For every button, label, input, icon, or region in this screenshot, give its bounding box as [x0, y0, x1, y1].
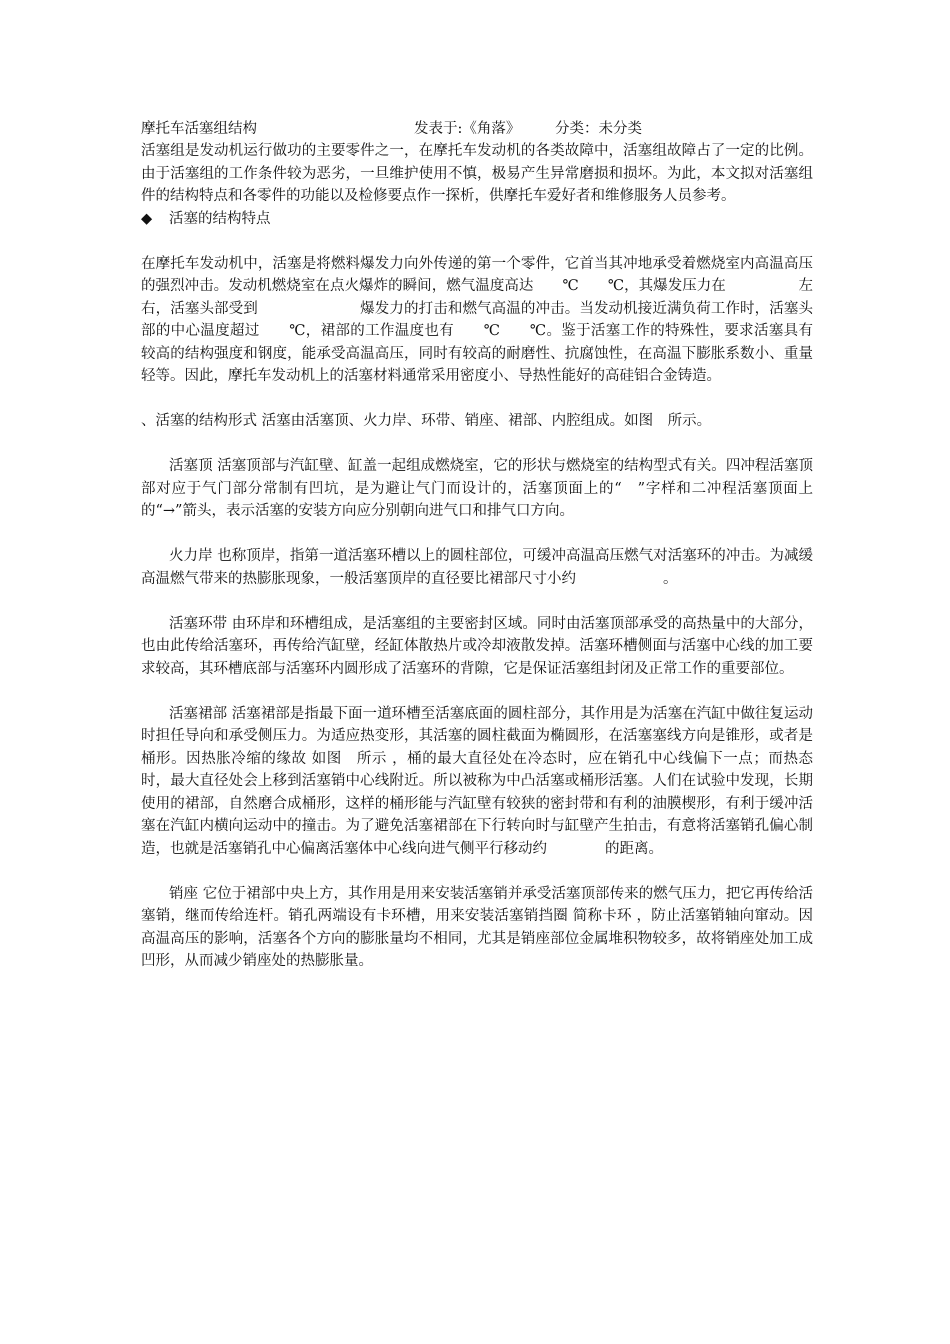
spacer [141, 433, 813, 456]
paragraph-top-land: 火力岸 也称顶岸，指第一道活塞环槽以上的圆柱部位，可缓冲高温高压燃气对活塞环的冲击。为减缓高温燃气带来的热膨胀现象，一般活塞顶岸的直径要比裙部尺寸小约 。 [141, 548, 813, 587]
intro-paragraph: 活塞组是发动机运行做功的主要零件之一，在摩托车发动机的各类故障中，活塞组故障占了一定的比例。由于活塞组的工作条件较为恶劣，一旦维护使用不慎，极易产生异常磨损和损坏。为此，本文拟对活塞组件的结构特点和各零件的功能以及检修要点作一探析，供摩托车爱好者和维修服务人员参考。 [141, 143, 813, 204]
paragraph-ring-belt: 活塞环带 由环岸和环槽组成，是活塞组的主要密封区域。同时由活塞顶部承受的高热量中的大部分，也由此传给活塞环，再传给汽缸壁，经缸体散热片或冷却液散发掉。活塞环槽侧面与活塞中心线的加工要求较高，其环槽底部与活塞环内圆形成了活塞环的背隙，它是保证活塞组封闭及正常工作的重要部位。 [141, 615, 813, 677]
spacer [141, 388, 813, 411]
spacer [141, 860, 813, 883]
spacer [141, 523, 813, 546]
spacer [141, 590, 813, 613]
paragraph-pin-boss: 销座 它位于裙部中央上方，其作用是用来安装活塞销并承受活塞顶部传来的燃气压力，把它再传给活塞销，继而传给连杆。销孔两端设有卡环槽，用来安装活塞销挡圈 简称卡环 ，防止活塞销轴向窜动。因高温高压的影响，活塞各个方向的膨胀量均不相同，尤其是销座部位金属堆积物较多，故将销座处加工成凹形，从而减少销座处的热膨胀量。 [141, 885, 813, 969]
paragraph-piston-overview: 在摩托车发动机中，活塞是将燃料爆发力向外传递的第一个零件，它首当其冲地承受着燃烧室内高温高压的强烈冲击。发动机燃烧室在点火爆炸的瞬间，燃气温度高达 ℃ ℃，其爆发压力在 左右，活塞头部受到 爆发力的打击和燃气高温的冲击。当发动机接近满负荷工作时，活塞头部的中心温度超过 ℃，裙部的工作温度也有 ℃ ℃。鉴于活塞工作的特殊性，要求活塞具有较高的结构强度和钢度，能承受高温高压，同时有较高的耐磨性、抗腐蚀性，在高温下膨胀系数小、重量轻等。因此，摩托车发动机上的活塞材料通常采用密度小、导热性能好的高硅铝合金铸造。 [141, 255, 813, 384]
document-page [141, 118, 813, 973]
section-heading [141, 208, 813, 231]
spacer [141, 230, 813, 253]
article-title: 摩托车活塞组结构 [141, 121, 257, 137]
diamond-bullet-icon: ◆ [141, 210, 153, 227]
category-label: 分类：未分类 [555, 121, 642, 137]
posted-in: 发表于:《角落》 [414, 121, 521, 137]
paragraph-skirt: 活塞裙部 活塞裙部是指最下面一道环槽至活塞底面的圆柱部分，其作用是为活塞在汽缸中做往复运动时担任导向和承受侧压力。为适应热变形，其活塞的圆柱截面为椭圆形，在活塞塞线方向是锥形，或者是桶形。因热胀冷缩的缘故 如图 所示 ，桶的最大直径处在冷态时，应在销孔中心线偏下一点；而热态时，最大直径处会上移到活塞销中心线附近。所以被称为中凸活塞或桶形活塞。人们在试验中发现，长期使用的裙部，自然磨合成桶形，这样的桶形能与汽缸壁有较狭的密封带和有利的油膜楔形，有利于缓冲活塞在汽缸内横向运动中的撞击。为了避免活塞裙部在下行转向时与缸壁产生拍击，有意将活塞销孔偏心制造，也就是活塞销孔中心偏离活塞体中心线向进气侧平行移动约 的距离。 [141, 705, 813, 857]
paragraph-structure-form: 、活塞的结构形式 活塞由活塞顶、火力岸、环带、销座、裙部、内腔组成。如图 所示。 [141, 413, 712, 429]
spacer [141, 680, 813, 703]
article-header [141, 118, 813, 140]
section-title: 活塞的结构特点 [169, 210, 271, 227]
paragraph-piston-top: 活塞顶 活塞顶部与汽缸壁、缸盖一起组成燃烧室，它的形状与燃烧室的结构型式有关。四冲程活塞顶部对应于气门部分常制有凹坑，是为避让气门而设计的，活塞顶面上的“ ”字样和二冲程活塞顶面上的“→”箭头，表示活塞的安装方向应分别朝向进气口和排气口方向。 [141, 458, 813, 519]
